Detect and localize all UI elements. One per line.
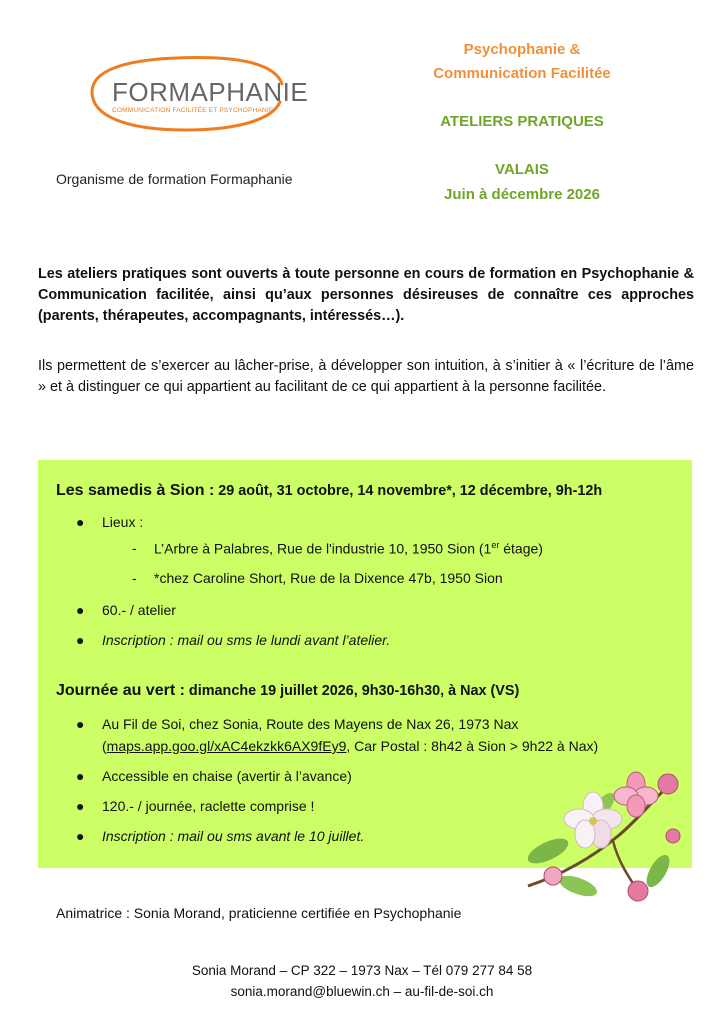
dash-icon: - [132,570,137,586]
dash-icon: - [132,540,137,556]
nax-section-title [56,682,519,700]
apple-blossom-icon [518,766,688,916]
header-period: Juin à décembre 2026 [444,186,600,203]
nax-inscription: Inscription : mail ou sms avant le 10 juillet. [102,828,365,844]
lieux-label: Lieux : [102,514,144,530]
sion-title: Les samedis à Sion : [56,482,215,499]
bullet-icon: ● [76,716,85,732]
place-2: *chez Caroline Short, Rue de la Dixence 47b, 1950 Sion [154,570,503,586]
header-line2: Communication Facilitée [433,65,611,82]
formaphanie-logo [86,54,309,134]
logo-name: FORMAPHANIE [112,77,309,107]
map-link[interactable]: maps.app.goo.gl/xAC4ekzkk6AX9fEy9 [106,738,347,754]
sion-dates: 29 août, 31 octobre, 14 novembre*, 12 décembre, 9h-12h [214,483,603,499]
place-1 [154,540,543,557]
place-1-sup: er [491,540,500,550]
bullet-icon: ● [76,828,85,844]
animatrice: Animatrice : Sonia Morand, praticienne certifiée en Psychophanie [56,905,462,921]
logo-tagline: COMMUNICATION FACILITÉE ET PSYCHOPHANIE [112,107,274,114]
nax-details: dimanche 19 juillet 2026, 9h30-16h30, à Nax (VS) [184,683,520,699]
bullet-icon: ● [76,632,85,648]
header-subtitle: ATELIERS PRATIQUES [440,113,604,130]
nax-address: Au Fil de Soi, chez Sonia, Route des Mayens de Nax 26, 1973 Nax [102,716,519,732]
nax-title: Journée au vert : [56,682,185,699]
bullet-icon: ● [76,798,85,814]
footer-contact: Sonia Morand – CP 322 – 1973 Nax – Tél 079 277 84 58 [191,963,533,978]
nax-access: Accessible en chaise (avertir à l’avance) [102,768,352,784]
organisation-name: Organisme de formation Formaphanie [56,171,293,187]
nax-map-line: (maps.app.goo.gl/xAC4ekzkk6AX9fEy9, Car Postal : 8h42 à Sion > 9h22 à Nax) [102,738,599,754]
sion-price: 60.- / atelier [102,602,176,618]
bullet-icon: ● [76,768,85,784]
sion-inscription: Inscription : mail ou sms le lundi avant l’atelier. [102,632,391,648]
nax-price: 120.- / journée, raclette comprise ! [102,798,315,814]
intro-paragraph-1: Les ateliers pratiques sont ouverts à toute personne en cours de formation en Psychophanie & Communication facilitée, ainsi qu’aux personnes désireuses de connaître ces approches (parents, thérapeutes, accompagnants, intéressés…). [38,266,694,324]
nax-transport: , Car Postal : 8h42 à Sion > 9h22 à Nax) [346,738,599,754]
sion-section-title [56,482,602,500]
place-1-text: L’Arbre à Palabres, Rue de l'industrie 10, 1950 Sion (1 [154,540,492,557]
intro-paragraph-2: Ils permettent de s’exercer au lâcher-prise, à développer son intuition, à s’initier à « l’écriture de l’âme » et à distinguer ce qui appartient au facilitant de ce qui appartient à la personne facilitée. [38,358,694,395]
header-region: VALAIS [495,161,549,178]
bullet-icon: ● [76,602,85,618]
footer-web: sonia.morand@bluewin.ch – au-fil-de-soi.ch [230,984,494,999]
place-1-end: étage) [499,540,543,557]
bullet-icon: ● [76,514,85,530]
header-line1: Psychophanie & [463,41,581,58]
